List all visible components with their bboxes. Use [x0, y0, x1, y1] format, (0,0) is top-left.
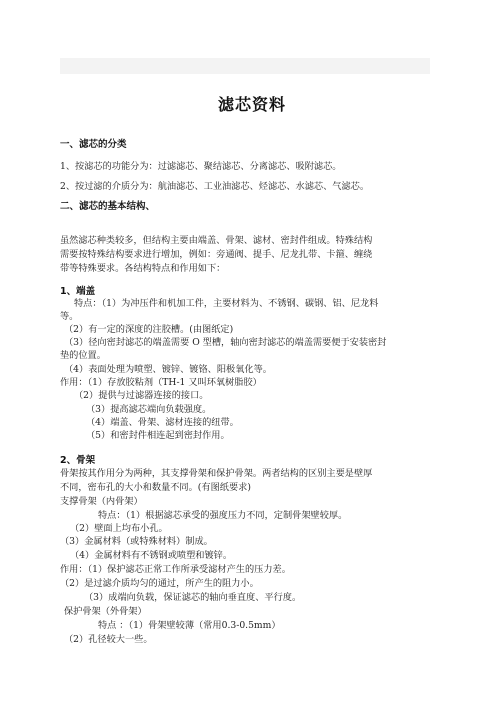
text-line: 支撑骨架（内骨架）: [60, 496, 143, 507]
text-line: （2）有一定的深度的注胶槽。(由图纸定): [64, 324, 234, 335]
text-line: 特点：（1）为冲压件和机加工件，主要材料为、不锈钢、碳钢、铝、尼龙料: [74, 298, 379, 309]
text-line: 2、按过滤的介质分为：航油滤芯、工业油滤芯、烃滤芯、水滤芯、气滤芯。: [60, 181, 370, 192]
text-line: 不同，密布孔的大小和数量不同。(有图纸要求): [60, 482, 251, 493]
text-line: 需要按特殊结构要求进行增加，例如：旁通阀、提手、尼龙扎带、卡箍、缠绕: [60, 249, 373, 260]
text-line: 带等特殊要求。各结构特点和作用如下：: [60, 263, 226, 274]
text-line: 骨架按其作用分为两种，其支撑骨架和保护骨架。两者结构的区别主要是壁厚: [60, 468, 373, 479]
text-line: （2）是过滤介质均匀的通过，所产生的阻力小。: [60, 578, 259, 589]
section-heading-structure: 二、滤芯的基本结构、: [60, 201, 156, 212]
text-line: （4）金属材料有不锈钢或喷塑和镀锌。: [70, 550, 233, 561]
text-line: （2）壁面上均布小孔。: [70, 523, 168, 534]
text-line: 虽然滤芯种类较多，但结构主要由端盖、骨架、滤材、密封件组成。特殊结构: [60, 235, 373, 246]
text-line: 1、按滤芯的功能分为：过滤滤芯、聚结滤芯、分离滤芯、吸附滤芯。: [60, 161, 342, 172]
page-title: 滤芯资料: [217, 95, 286, 114]
text-line: （4）端盖、骨架、滤材连接的纽带。: [86, 417, 239, 428]
subheading-frame: 2、骨架: [60, 455, 96, 466]
text-line: 作用：（1）保护滤芯正常工作所承受滤材产生的压力差。: [60, 564, 291, 575]
header-band: [60, 58, 430, 74]
text-line: （4）表面处理为喷塑、镀锌、镀铬、阳极氧化等。: [64, 364, 272, 375]
text-line: 垫的位置。: [60, 350, 106, 361]
text-line: 保护骨架（外骨架）: [64, 606, 147, 617]
text-line: （3）成端向负载，保证滤芯的轴向垂直度、平行度。: [84, 592, 302, 603]
section-heading-classification: 一、滤芯的分类: [60, 139, 127, 150]
text-line: 特点 ：（1）骨架壁较薄（常用0.3-0.5mm）: [98, 620, 281, 631]
text-line: 特点：（1）根据滤芯承受的强度压力不同，定制骨架壁较厚。: [98, 510, 348, 521]
text-line: （3）径向密封滤芯的端盖需要 O 型槽，轴向密封滤芯的端盖需要便于安装密封: [64, 337, 387, 348]
subheading-endcap: 1、端盖: [60, 286, 96, 297]
text-line: （5）和密封件相连起到密封作用。: [86, 430, 230, 441]
text-line: （2）提供与过滤器连接的接口。: [74, 390, 209, 401]
text-line: （2）孔径较大一些。: [64, 634, 153, 645]
text-line: 等。: [60, 311, 79, 322]
text-line: 作用：（1）存放胶粘剂（TH-1 又叫环氧树脂胶）: [60, 377, 262, 388]
text-line: （3）提高滤芯端向负载强度。: [86, 404, 212, 415]
text-line: （3）金属材料（或特殊材料）制成。: [60, 536, 213, 547]
